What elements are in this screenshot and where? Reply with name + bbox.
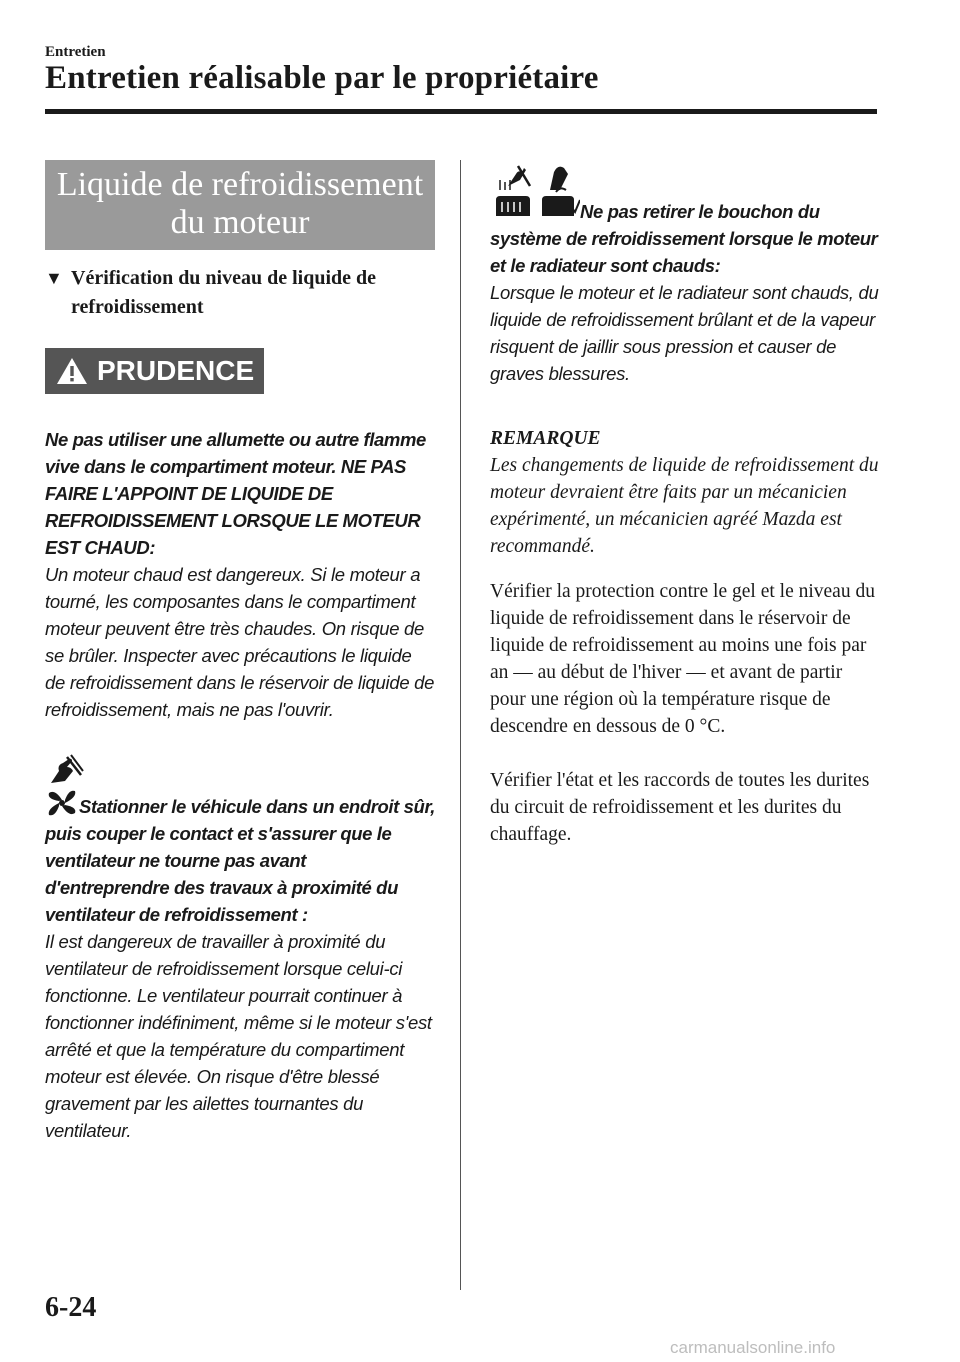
header-section: Entretien bbox=[45, 44, 106, 60]
section-title-line2: du moteur bbox=[170, 204, 310, 241]
subheading bbox=[45, 264, 435, 322]
warning-no-flame bbox=[45, 426, 435, 723]
warning-triangle-icon bbox=[55, 356, 89, 386]
caution-label: PRUDENCE bbox=[97, 355, 255, 386]
right-column bbox=[490, 160, 880, 848]
paragraph-check-antifreeze: Vérifier la protection contre le gel et le niveau du liquide de refroidissement dans le réservoir de liquide de refroidissement au moins une fois par an — au début de l'hiver — et avant de partir pour une région où la température risque de descendre en dessous de 0 °C. bbox=[490, 581, 875, 737]
triangle-bullet-icon: ▼ bbox=[45, 268, 63, 288]
section-title-line1: Liquide de refroidissement bbox=[56, 166, 424, 203]
warning-fan-bold: Stationner le véhicule dans un endroit sûr, puis couper le contact et s'assurer que le ventilateur ne tourne pas avant d'entreprendre des travaux à proximité du ventilateur de refroidissement : bbox=[45, 796, 435, 925]
warning-radiator-cap-text: Lorsque le moteur et le radiateur sont chauds, du liquide de refroidissement brûlant et de la vapeur risquent de jaillir sous pression et causer de graves blessures. bbox=[490, 282, 879, 384]
caution-banner bbox=[45, 348, 264, 394]
watermark: carmanualsonline.info bbox=[670, 1338, 836, 1357]
fan-icons bbox=[45, 753, 435, 787]
page-title: Entretien réalisable par le propriétaire bbox=[45, 60, 599, 96]
header-divider bbox=[45, 109, 877, 114]
warning-radiator-cap-bold: Ne pas retirer le bouchon du système de refroidissement lorsque le moteur et le radiateur sont chauds: bbox=[490, 201, 878, 276]
section-title-box bbox=[45, 160, 435, 250]
warning-fan bbox=[45, 753, 435, 1144]
warning-no-flame-text: Un moteur chaud est dangereux. Si le moteur a tourné, les composantes dans le compartiment moteur peuvent être très chaudes. On risque de se brûler. Inspecter avec précautions le liquide de refroidissement dans le réservoir de liquide de refroidissement, mais ne pas l'ouvrir. bbox=[45, 564, 435, 720]
warning-fan-text: Il est dangereux de travailler à proximité du ventilateur de refroidissement lorsque celui-ci fonctionne. Le ventilateur pourrait continuer à fonctionner indéfiniment, même si le moteur s'est arrêté et que la température du compartiment moteur est élevée. On risque d'être blessé gravement par les ailettes tournantes du ventilateur. bbox=[45, 931, 432, 1141]
note-text: Les changements de liquide de refroidissement du moteur devraient être faits par un mécanicien expérimenté, un mécanicien agréé Mazda est recommandé. bbox=[490, 455, 879, 557]
warning-no-flame-bold: Ne pas utiliser une allumette ou autre flamme vive dans le compartiment moteur. NE PAS FAIRE L'APPOINT DE LIQUIDE DE REFROIDISSEMENT LORSQUE LE MOTEUR EST CHAUD: bbox=[45, 429, 426, 558]
column-divider bbox=[460, 160, 461, 1290]
page-number: 6-24 bbox=[45, 1292, 97, 1323]
warning-radiator-cap bbox=[490, 160, 880, 387]
subheading-text: Vérification du niveau de liquide de refroidissement bbox=[71, 267, 377, 318]
paragraph-check-hoses: Vérifier l'état et les raccords de toutes les durites du circuit de refroidissement et les durites du chauffage. bbox=[490, 770, 870, 845]
left-column bbox=[45, 160, 435, 1144]
hot-radiator-cap-icon bbox=[490, 160, 580, 220]
radiator-cap-icons bbox=[490, 160, 580, 225]
no-hand-icon bbox=[45, 753, 85, 787]
note-block bbox=[490, 425, 880, 560]
fan-icon bbox=[45, 787, 79, 819]
note-heading: REMARQUE bbox=[490, 428, 601, 449]
